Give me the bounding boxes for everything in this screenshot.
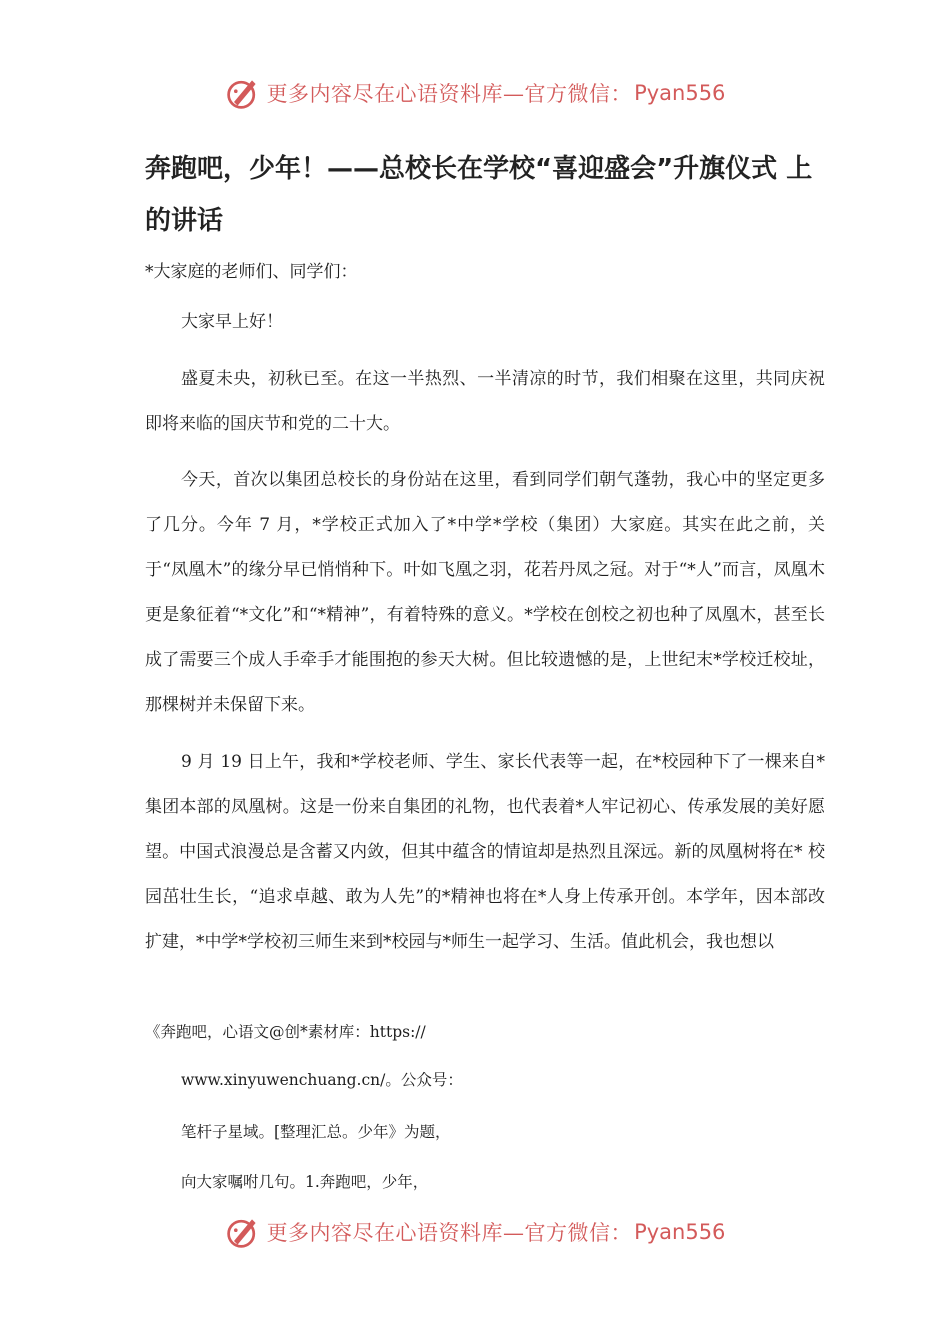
salutation: *大家庭的老师们、同学们： — [145, 262, 358, 282]
paragraph-2: 今天，首次以集团总校长的身份站在这里，看到同学们朝气蓬勃，我心中的坚定更多了几分。今年 7 月，*学校正式加入了*中学*学校（集团）大家庭。其实在此之前，关于“凤凰木”的缘分早已悄悄种下。叶如飞凰之羽，花若丹凤之冠。对于“*人”而言，凤凰木更是象征着“*文化”和“*精神”，有着特殊的意义。*学校在创校之初也种了凤凰木，甚至长成了需要三个成人手牵手才能围抱的参天大树。但比较遗憾的是，上世纪末*学校迁校址， 那棵树并未保留下来。 — [145, 470, 825, 715]
line-6: 笔杆子星域。[整理汇总。少年》为题， — [181, 1123, 451, 1141]
paragraph-3: 9 月 19 日上午，我和*学校老师、学生、家长代表等一起，在*校园种下了一棵来自* 集团本部的凤凰树。这是一份来自集团的礼物，也代表着*人牢记初心、传承发展的美好愿望。中国式浪漫总是含蓄又内敛，但其中蕴含的情谊却是热烈且深远。新的凤凰树将在* 校园茁壮生长，“追求卓越、敢为人先”的*精神也将在*人身上传承开创。本学年，因本部改扩建，*中学*学校初三师生来到*校园与*师生一起学习、生活。值此机会，我也想以 — [145, 752, 825, 952]
page-title: 奔跑吧，少年！——总校长在学校“喜迎盛会”升旗仪式 上的讲话 — [145, 154, 813, 236]
banner-text: 更多内容尽在心语资料库—官方微信： — [266, 1221, 633, 1245]
line-5: www.xinyuwenchuang.cn/。公众号： — [181, 1071, 463, 1089]
banner-wechat-id: Pyan556 — [634, 81, 726, 105]
pen-logo-icon — [225, 75, 261, 111]
greeting: 大家早上好！ — [181, 312, 283, 332]
pen-logo-icon — [225, 1214, 261, 1250]
line-7: 向大家嘱咐几句。1.奔跑吧，少年， — [181, 1173, 429, 1191]
footer-banner — [0, 1212, 950, 1252]
banner-text: 更多内容尽在心语资料库—官方微信： — [266, 82, 633, 106]
header-banner — [0, 73, 950, 113]
paragraph-1: 盛夏未央，初秋已至。在这一半热烈、一半清凉的时节，我们相聚在这里，共同庆祝即将来临的国庆节和党的二十大。 — [145, 369, 825, 434]
banner-wechat-id: Pyan556 — [634, 1220, 726, 1244]
line-4: 《奔跑吧，心语文@创*素材库：https:// — [145, 1023, 426, 1041]
